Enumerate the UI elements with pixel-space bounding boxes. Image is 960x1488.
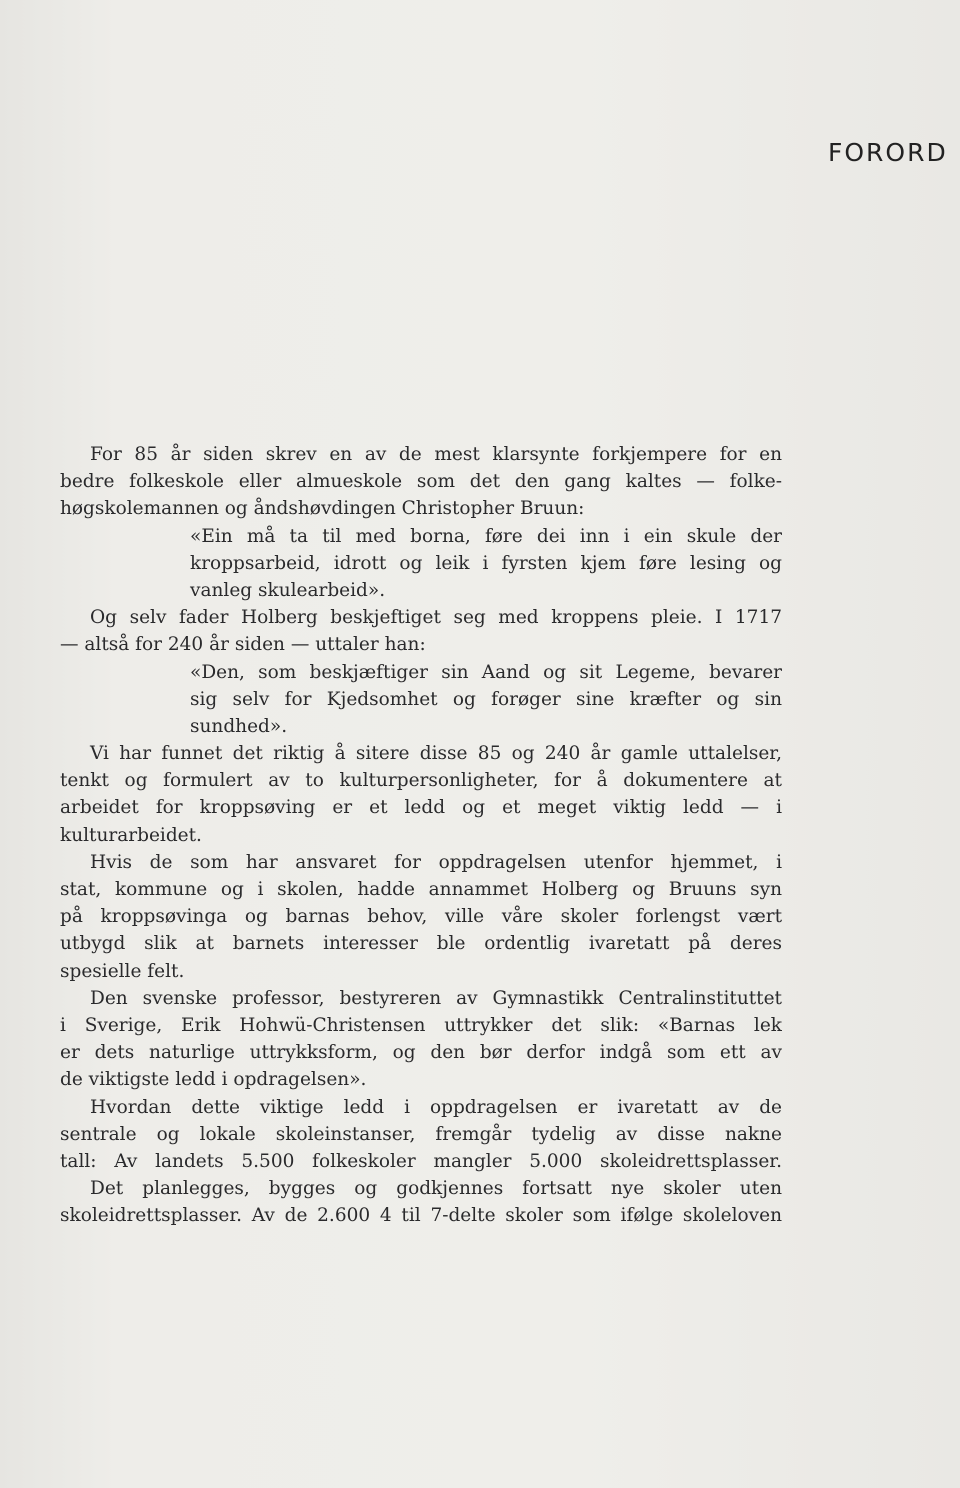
- text-line: Hvis de som har ansvaret for oppdragelsen utenfor hjemmet, i: [90, 851, 782, 873]
- foreword-body: [60, 441, 782, 1229]
- text-line: i Sverige, Erik Hohwü-Christensen uttrykker det slik: «Barnas lek: [60, 1014, 782, 1036]
- text-line: stat, kommune og i skolen, hadde annammet Holberg og Bruuns syn: [60, 879, 782, 900]
- text-line: kulturarbeidet.: [60, 824, 202, 846]
- text-line: For 85 år siden skrev en av de mest klarsynte forkjempere for en: [90, 444, 782, 465]
- text-line: Den svenske professor, bestyreren av Gymnastikk Centralinstituttet: [90, 987, 782, 1009]
- text-line: på kroppsøvinga og barnas behov, ville våre skoler forlengst vært: [60, 906, 782, 928]
- text-line: Det planlegges, bygges og godkjennes fortsatt nye skoler uten: [90, 1178, 782, 1200]
- text-line: tenkt og formulert av to kulturpersonligheter, for å dokumentere at: [60, 770, 782, 792]
- quote-line: sundhed».: [190, 715, 288, 737]
- quote-line: sig selv for Kjedsomhet og forøger sine kræfter og sin: [190, 688, 782, 710]
- text-line: utbygd slik at barnets interesser ble ordentlig ivaretatt på deres: [60, 933, 782, 955]
- quote-line: kroppsarbeid, idrott og leik i fyrsten kjem føre lesing og: [190, 552, 782, 574]
- quote-line: vanleg skulearbeid».: [190, 579, 386, 601]
- text-line: de viktigste ledd i opdragelsen».: [60, 1069, 367, 1091]
- text-line: bedre folkeskole eller almueskole som det den gang kaltes — folke-: [60, 471, 782, 493]
- text-line: spesielle felt.: [60, 960, 185, 982]
- text-line: sentrale og lokale skoleinstanser, fremgår tydelig av disse nakne: [60, 1123, 782, 1145]
- text-line: — altså for 240 år siden — uttaler han:: [60, 634, 426, 656]
- text-line: er dets naturlige uttrykksform, og den bør derfor indgå som ett av: [60, 1042, 782, 1064]
- text-line: høgskolemannen og åndshøvdingen Christopher Bruun:: [60, 498, 585, 520]
- text-line: Og selv fader Holberg beskjeftiget seg med kroppens pleie. I 1717: [90, 607, 782, 629]
- text-line: Vi har funnet det riktig å sitere disse 85 og 240 år gamle uttalelser,: [90, 743, 782, 765]
- text-line: skoleidrettsplasser. Av de 2.600 4 til 7-delte skoler som ifølge skoleloven: [60, 1205, 782, 1227]
- text-line: arbeidet for kroppsøving er et ledd og et meget viktig ledd — i: [60, 797, 782, 819]
- text-line: tall: Av landets 5.500 folkeskoler mangler 5.000 skoleidrettsplasser.: [60, 1150, 782, 1172]
- page-heading: FORORD: [828, 138, 948, 167]
- text-line: Hvordan dette viktige ledd i oppdragelsen er ivaretatt av de: [90, 1096, 782, 1118]
- quote-line: «Ein må ta til med borna, føre dei inn i ein skule der: [190, 525, 782, 547]
- quote-line: «Den, som beskjæftiger sin Aand og sit Legeme, bevarer: [190, 661, 782, 683]
